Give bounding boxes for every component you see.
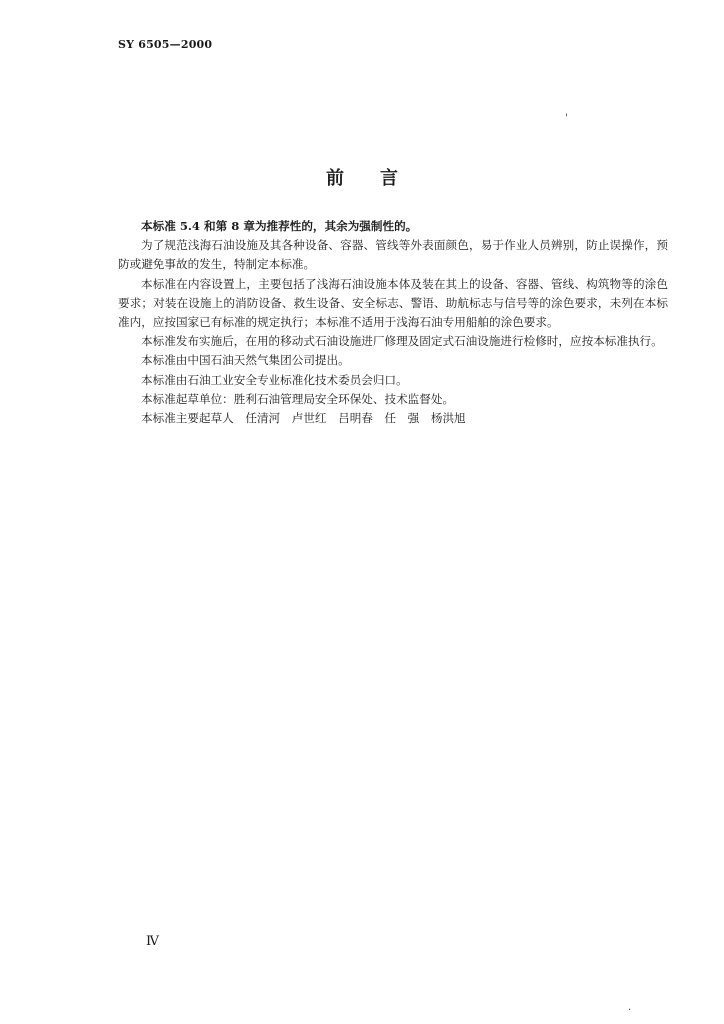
standard-code: SY 6505—2000 (118, 38, 213, 51)
title-char-2: 言 (380, 168, 398, 189)
paragraph-administrator: 本标准由石油工业安全专业标准化技术委员会归口。 (141, 372, 408, 387)
paragraph-drafters: 本标准主要起草人 任清河 卢世红 吕明春 任 强 杨洪旭 (141, 411, 466, 426)
paragraph-proposer: 本标准由中国石油天然气集团公司提出。 (141, 353, 350, 368)
paragraph-implementation: 本标准发布实施后，在用的移动式石油设施进厂修理及固定式石油设施进行检修时，应按本标准执行。 (141, 334, 663, 349)
page-title (0, 164, 724, 190)
foreword-body (118, 217, 668, 428)
page-number: Ⅳ (146, 934, 159, 949)
title-char-1: 前 (326, 168, 344, 189)
paragraph-recommendation-note: 本标准 5.4 和第 8 章为推荐性的，其余为强制性的。 (141, 219, 418, 233)
stray-mark-bottom: . (628, 1002, 632, 1013)
stray-mark-top: ' (565, 113, 568, 124)
paragraph-drafting-unit: 本标准起草单位：胜利石油管理局安全环保处、技术监督处。 (141, 391, 455, 406)
paragraph-scope: 本标准在内容设置上，主要包括了浅海石油设施本体及装在其上的设备、容器、管线、构筑物等的涂色要求；对装在设施上的消防设备、救生设备、安全标志、警语、助航标志与信号等的涂色要求，未列在本标准内，应按国家已有标准的规定执行；本标准不适用于浅海石油专用船舶的涂色要求。 (118, 276, 668, 330)
paragraph-purpose: 为了规范浅海石油设施及其各种设备、容器、管线等外表面颜色，易于作业人员辨别，防止误操作，预防或避免事故的发生，特制定本标准。 (118, 238, 668, 272)
